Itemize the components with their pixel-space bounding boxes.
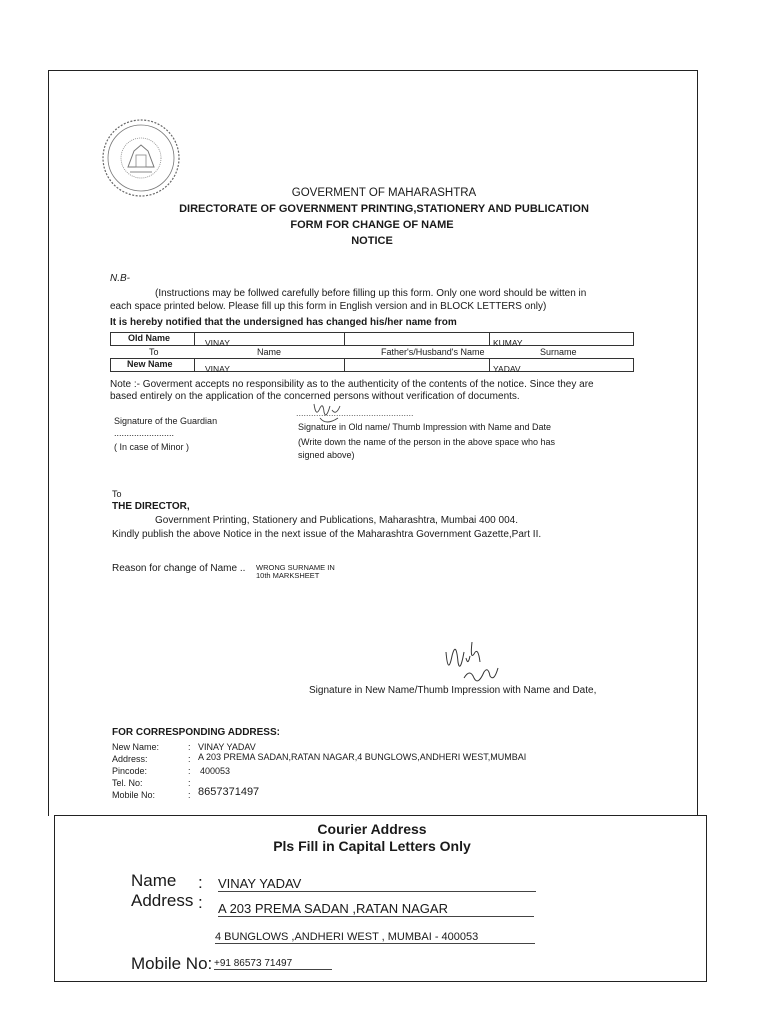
- old-signature-caption: Signature in Old name/ Thumb Impression with Name and Date: [298, 422, 551, 432]
- new-signature-image: [440, 632, 504, 690]
- note-line-2: based entirely on the application of the concerned persons without verification of documents.: [110, 391, 520, 402]
- corr-value-mobile: 8657371497: [198, 786, 260, 798]
- reason-label: Reason for change of Name ..: [112, 563, 246, 574]
- reason-value-line-1: WRONG SURNAME IN: [256, 563, 335, 572]
- old-signature-dots: ...............................................: [296, 408, 414, 418]
- new-surname: YADAV: [493, 364, 521, 374]
- header-directorate: DIRECTORATE OF GOVERNMENT PRINTING,STATIONERY AND PUBLICATION: [179, 203, 589, 215]
- new-name-label: New Name: [127, 359, 173, 369]
- new-first-name: VINAY: [205, 364, 230, 374]
- column-name: Name: [257, 347, 282, 357]
- corr-label-address: Address:: [112, 754, 148, 764]
- corr-value-name: VINAY YADAV: [198, 742, 256, 752]
- corr-label-name: New Name:: [112, 742, 160, 752]
- header-notice: NOTICE: [351, 235, 393, 247]
- write-name-note-1: (Write down the name of the person in the above space who has: [298, 437, 555, 447]
- corr-label-tel: Tel. No:: [112, 778, 143, 788]
- courier-address-line-1: A 203 PREMA SADAN ,RATAN NAGAR: [218, 901, 534, 917]
- column-father-name: Father's/Husband's Name: [381, 347, 485, 357]
- nb-label: N.B-: [110, 273, 130, 284]
- corr-colon-mobile: :: [188, 790, 191, 800]
- courier-address-line-2: 4 BUNGLOWS ,ANDHERI WEST , MUMBAI - 400053: [215, 931, 535, 944]
- corr-colon-pincode: :: [188, 766, 191, 776]
- guardian-dots: ........................: [114, 428, 175, 438]
- note-line-1: Note :- Goverment accepts no responsibility as to the authenticity of the contents of the notice. Since they are: [110, 379, 594, 390]
- corr-value-address: A 203 PREMA SADAN,RATAN NAGAR,4 BUNGLOWS,ANDHERI WEST,MUMBAI: [198, 752, 527, 762]
- old-name-row: [110, 332, 634, 346]
- courier-name-value: VINAY YADAV: [218, 876, 536, 892]
- director-title: THE DIRECTOR,: [112, 501, 190, 512]
- courier-title: Courier Address: [317, 821, 427, 837]
- guardian-signature-label: Signature of the Guardian: [114, 416, 218, 426]
- courier-name-label: Name: [131, 871, 177, 890]
- corr-colon-name: :: [188, 742, 191, 752]
- header-govt: GOVERMENT OF MAHARASHTRA: [291, 187, 477, 199]
- corr-label-mobile: Mobile No:: [112, 790, 156, 800]
- publish-request: Kindly publish the above Notice in the next issue of the Maharashtra Government Gazette,Part II.: [112, 529, 542, 540]
- old-surname: KUMAY: [493, 338, 523, 348]
- courier-subtitle: Pls Fill in Capital Letters Only: [273, 838, 471, 854]
- courier-mobile-value: +91 86573 71497: [214, 958, 332, 970]
- minor-label: ( In case of Minor ): [114, 442, 190, 452]
- header-form-title: FORM FOR CHANGE OF NAME: [290, 219, 454, 231]
- corresponding-heading: FOR CORRESPONDING ADDRESS:: [112, 727, 280, 738]
- new-name-row: [110, 358, 634, 372]
- reason-value-line-2: 10th MARKSHEET: [256, 571, 320, 580]
- new-signature-caption: Signature in New Name/Thumb Impression with Name and Date,: [309, 685, 597, 696]
- courier-mobile-label: Mobile No:: [131, 954, 213, 973]
- director-address: Government Printing, Stationery and Publications, Maharashtra, Mumbai 400 004.: [155, 515, 518, 526]
- instructions-line-2: each space printed below. Please fill up this form in English version and in BLOCK LETTERS only): [110, 301, 547, 312]
- to-director-label: To: [112, 489, 122, 499]
- old-name-label: Old Name: [128, 333, 171, 343]
- corr-colon-address: :: [188, 754, 191, 764]
- old-first-name: VINAY: [205, 338, 230, 348]
- notified-statement: It is hereby notified that the undersigned has changed his/her name from: [110, 317, 457, 328]
- courier-address-colon: :: [198, 893, 203, 912]
- to-label: To: [149, 347, 159, 357]
- courier-address-label: Address: [131, 891, 194, 910]
- column-surname: Surname: [540, 347, 577, 357]
- instructions-line-1: (Instructions may be follwed carefully before filling up this form. Only one word should be witten in: [155, 288, 587, 299]
- corr-colon-tel: :: [188, 778, 191, 788]
- write-name-note-2: signed above): [298, 450, 355, 460]
- corr-label-pincode: Pincode:: [112, 766, 148, 776]
- courier-name-colon: :: [198, 873, 203, 892]
- corr-value-pincode: 400053: [200, 766, 231, 776]
